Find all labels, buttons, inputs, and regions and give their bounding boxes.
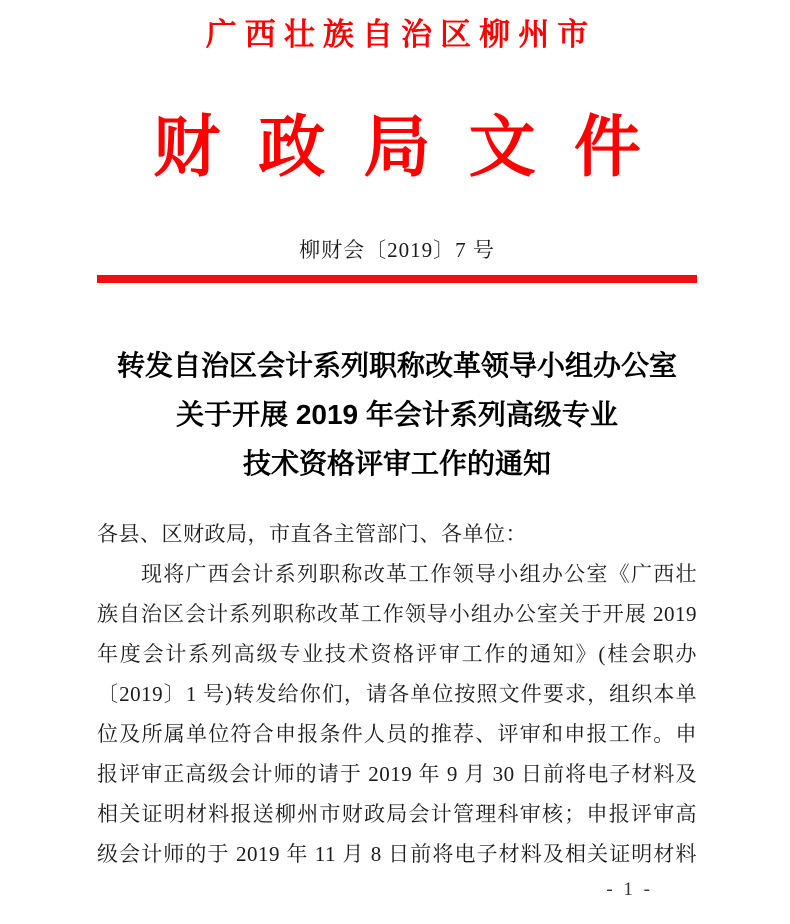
document-title-line-3: 技术资格评审工作的通知	[242, 448, 551, 479]
body-paragraph-line: 级会计师的于 2019 年 11 月 8 日前将电子材料及相关证明材料	[97, 842, 697, 866]
page-number: - 1 -	[606, 879, 653, 900]
document-title	[97, 341, 697, 488]
red-divider-rule	[97, 275, 697, 283]
document-content	[97, 0, 697, 874]
body-paragraph-line: 相关证明材料报送柳州市财政局会计管理科审核；申报评审高	[97, 802, 697, 826]
body-paragraph-line: 位及所属单位符合申报条件人员的推荐、评审和申报工作。申	[97, 722, 697, 746]
document-reference-number: 柳财会〔2019〕7 号	[299, 238, 495, 262]
document-title-line-1: 转发自治区会计系列职称改革领导小组办公室	[116, 350, 677, 381]
document-body	[97, 514, 697, 874]
body-paragraph-line: 现将广西会计系列职称改革工作领导小组办公室《广西壮	[141, 562, 697, 586]
body-paragraph-line: 〔2019〕1 号)转发给你们，请各单位按照文件要求，组织本单	[97, 682, 697, 706]
body-paragraph-line: 年度会计系列高级专业技术资格评审工作的通知》(桂会职办	[97, 642, 697, 666]
body-paragraph-line: 报评审正高级会计师的请于 2019 年 9 月 30 日前将电子材料及	[97, 762, 697, 786]
salutation-line: 各县、区财政局，市直各主管部门、各单位：	[97, 522, 527, 546]
body-paragraph-line: 族自治区会计系列职称改革工作领导小组办公室关于开展 2019	[97, 602, 697, 626]
issuer-region-heading: 广西壮族自治区柳州市	[205, 17, 597, 52]
issuer-organization-heading: 财政局文件	[153, 110, 680, 185]
page-footer	[606, 880, 653, 900]
document-title-line-2: 关于开展 2019 年会计系列高级专业	[176, 399, 618, 430]
